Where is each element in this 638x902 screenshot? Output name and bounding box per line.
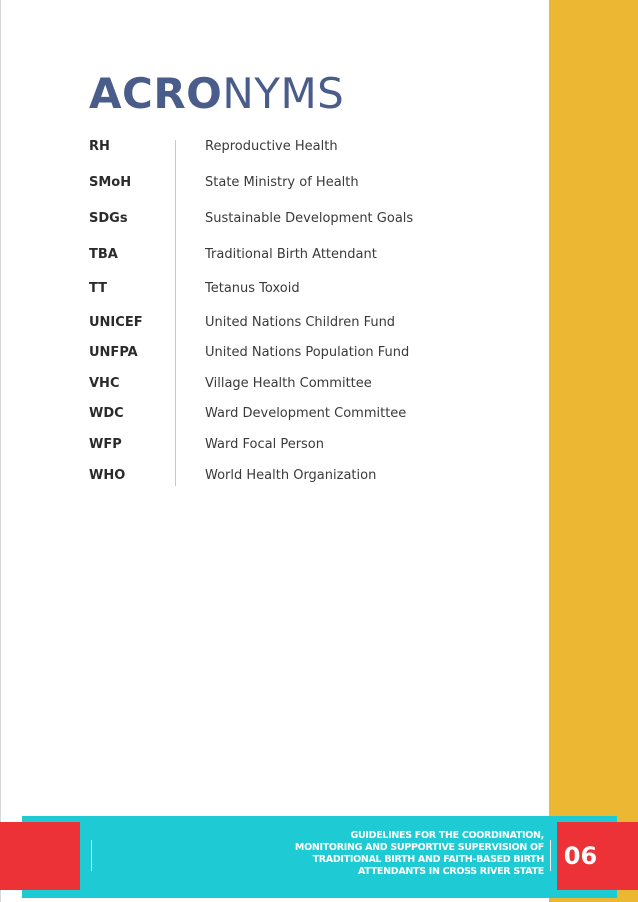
footer-document-title — [244, 830, 544, 878]
acronym-full: Tetanus Toxoid — [205, 281, 300, 296]
footer-divider-left — [91, 840, 92, 871]
acronym-full: State Ministry of Health — [205, 175, 359, 190]
footer-title-line: TRADITIONAL BIRTH AND FAITH-BASED BIRTH — [312, 854, 544, 865]
title-bold-part: ACRO — [89, 69, 223, 118]
acronym-full: United Nations Population Fund — [205, 345, 410, 360]
acronym-full: Reproductive Health — [205, 139, 338, 154]
acronym-row — [89, 435, 529, 455]
acronym-row — [89, 404, 529, 424]
footer-title-line: MONITORING AND SUPPORTIVE SUPERVISION OF — [294, 842, 544, 853]
acronym-full: United Nations Children Fund — [205, 315, 396, 330]
acronym-abbr: WHO — [89, 468, 126, 483]
acronym-full: Village Health Committee — [205, 376, 372, 391]
title-light-part: NYMS — [222, 69, 345, 118]
footer-title-line: ATTENDANTS IN CROSS RIVER STATE — [358, 866, 544, 877]
acronym-abbr: SDGs — [89, 211, 128, 226]
acronym-row — [89, 374, 529, 394]
page-number: 06 — [563, 842, 598, 870]
footer-divider-right — [550, 840, 551, 871]
acronym-abbr: TT — [89, 281, 108, 296]
acronym-abbr: WDC — [89, 406, 124, 421]
acronym-row — [89, 209, 529, 229]
acronym-abbr: SMoH — [89, 175, 132, 190]
acronym-row — [89, 343, 529, 363]
acronym-abbr: RH — [89, 139, 110, 154]
footer-red-block-left — [0, 822, 80, 890]
acronym-abbr: WFP — [89, 437, 122, 452]
acronym-abbr: UNFPA — [89, 345, 138, 360]
acronym-full: World Health Organization — [205, 468, 377, 483]
acronym-full: Traditional Birth Attendant — [205, 247, 377, 262]
acronym-abbr: VHC — [89, 376, 120, 391]
page-title — [89, 64, 344, 124]
acronym-row — [89, 466, 529, 486]
acronym-row — [89, 279, 529, 299]
acronym-full: Ward Focal Person — [205, 437, 324, 452]
acronym-row — [89, 173, 529, 193]
gold-side-band — [549, 0, 638, 902]
acronym-row — [89, 245, 529, 265]
acronym-row — [89, 137, 529, 157]
acronym-abbr: UNICEF — [89, 315, 143, 330]
acronym-abbr: TBA — [89, 247, 118, 262]
acronym-row — [89, 313, 529, 333]
acronym-full: Sustainable Development Goals — [205, 211, 414, 226]
footer-title-line: GUIDELINES FOR THE COORDINATION, — [350, 830, 544, 841]
page-edge — [0, 0, 1, 902]
acronym-full: Ward Development Committee — [205, 406, 407, 421]
